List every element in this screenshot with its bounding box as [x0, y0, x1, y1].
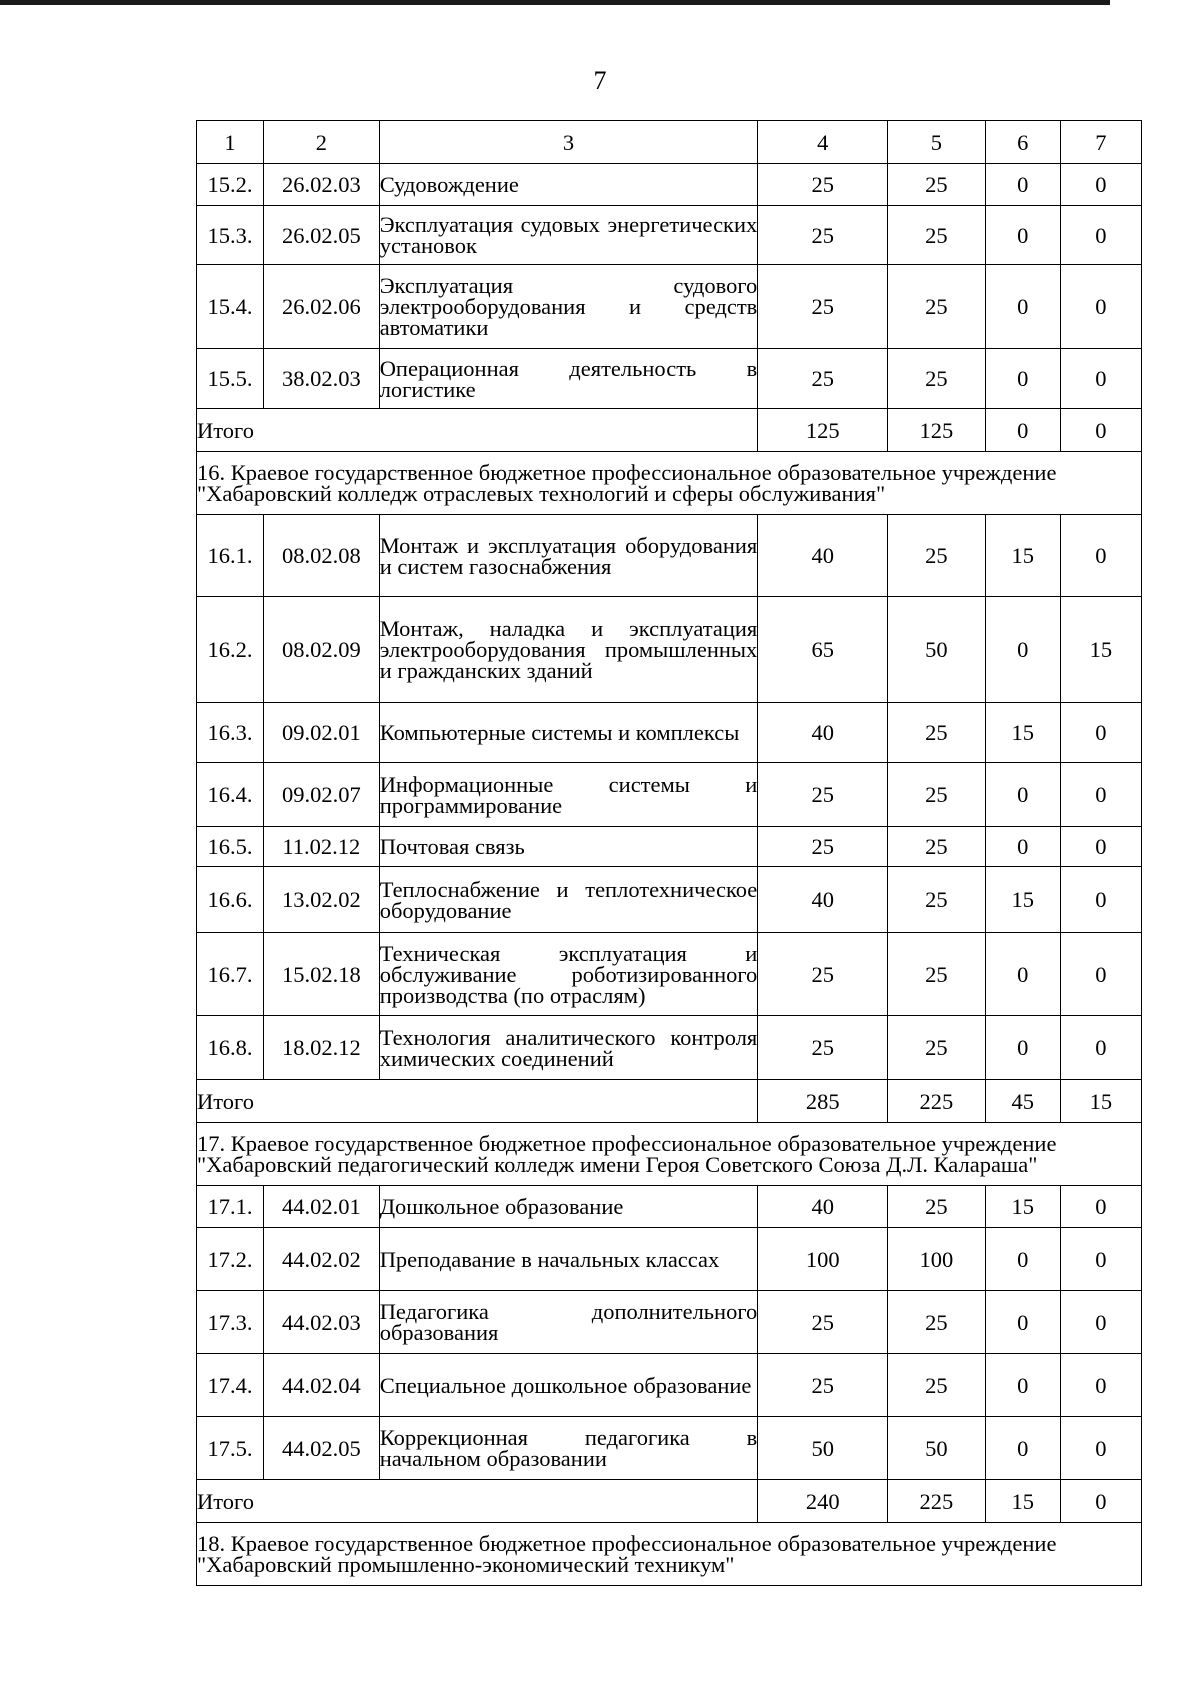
value-col-5: 25: [888, 515, 985, 597]
specialty-name: Техническая эксплуатация и обслуживание роботизированного производства (по отраслям): [379, 933, 758, 1016]
value-col-4: 50: [758, 1417, 888, 1480]
total-col-7: 0: [1060, 409, 1141, 452]
table-row: [197, 597, 1142, 703]
specialty-code: 13.02.02: [263, 867, 379, 933]
value-col-4: 25: [758, 206, 888, 265]
specialty-name: Педагогика дополнительного образования: [379, 1291, 758, 1354]
value-col-6: 15: [985, 515, 1060, 597]
institution-name: [197, 1523, 1142, 1586]
total-row: [197, 409, 1142, 452]
value-col-6: 0: [985, 1417, 1060, 1480]
row-number: 17.4.: [197, 1354, 264, 1417]
table-row: [197, 827, 1142, 867]
total-row: [197, 1480, 1142, 1523]
value-col-6: 0: [985, 827, 1060, 867]
total-col-7: 15: [1060, 1080, 1141, 1123]
value-col-6: 0: [985, 1016, 1060, 1080]
value-col-5: 25: [888, 1016, 985, 1080]
value-col-4: 25: [758, 1354, 888, 1417]
specialty-code: 09.02.01: [263, 703, 379, 763]
value-col-6: 0: [985, 349, 1060, 409]
value-col-4: 25: [758, 1291, 888, 1354]
institution-name-line-1: 16. Краевое государственное бюджетное профессиональное образовательное учреждение: [197, 460, 1057, 485]
specialty-name: Теплоснабжение и теплотехническое оборудование: [379, 867, 758, 933]
specialty-name: Технология аналитического контроля химических соединений: [379, 1016, 758, 1080]
header-cell-2: 2: [263, 121, 379, 164]
table-row: [197, 515, 1142, 597]
value-col-5: 25: [888, 933, 985, 1016]
value-col-5: 25: [888, 164, 985, 206]
specialty-code: 11.02.12: [263, 827, 379, 867]
value-col-7: 0: [1060, 1354, 1141, 1417]
value-col-5: 25: [888, 206, 985, 265]
value-col-4: 25: [758, 763, 888, 827]
specialty-code: 26.02.06: [263, 265, 379, 349]
value-col-7: 0: [1060, 867, 1141, 933]
row-number: 16.4.: [197, 763, 264, 827]
specialty-name: Эксплуатация судового электрооборудования и средств автоматики: [379, 265, 758, 349]
row-number: 15.3.: [197, 206, 264, 265]
table-row: [197, 1354, 1142, 1417]
specialty-code: 44.02.03: [263, 1291, 379, 1354]
value-col-6: 0: [985, 1291, 1060, 1354]
value-col-7: 0: [1060, 164, 1141, 206]
value-col-5: 25: [888, 1291, 985, 1354]
row-number: 17.1.: [197, 1186, 264, 1228]
specialty-name: Судовождение: [379, 164, 758, 206]
value-col-4: 40: [758, 703, 888, 763]
value-col-4: 100: [758, 1228, 888, 1291]
total-col-4: 125: [758, 409, 888, 452]
value-col-4: 65: [758, 597, 888, 703]
value-col-5: 25: [888, 703, 985, 763]
value-col-6: 0: [985, 164, 1060, 206]
institution-name-line-2: "Хабаровский колледж отраслевых технологий и сферы обслуживания": [197, 481, 886, 506]
institution-name-line-1: 18. Краевое государственное бюджетное профессиональное образовательное учреждение: [197, 1531, 1057, 1556]
table-row: [197, 1186, 1142, 1228]
section-header-row: [197, 1123, 1142, 1186]
total-col-4: 285: [758, 1080, 888, 1123]
value-col-4: 25: [758, 1016, 888, 1080]
value-col-5: 25: [888, 1186, 985, 1228]
specialty-name: Эксплуатация судовых энергетических установок: [379, 206, 758, 265]
specialty-code: 44.02.04: [263, 1354, 379, 1417]
total-col-6: 15: [985, 1480, 1060, 1523]
value-col-4: 25: [758, 164, 888, 206]
value-col-7: 0: [1060, 827, 1141, 867]
value-col-6: 0: [985, 1228, 1060, 1291]
value-col-6: 0: [985, 763, 1060, 827]
specialty-name: Почтовая связь: [379, 827, 758, 867]
specialty-name: Монтаж и эксплуатация оборудования и систем газоснабжения: [379, 515, 758, 597]
value-col-4: 40: [758, 515, 888, 597]
specialty-code: 26.02.03: [263, 164, 379, 206]
header-cell-6: 6: [985, 121, 1060, 164]
value-col-5: 50: [888, 1417, 985, 1480]
value-col-5: 25: [888, 349, 985, 409]
row-number: 15.4.: [197, 265, 264, 349]
value-col-6: 0: [985, 1354, 1060, 1417]
total-col-4: 240: [758, 1480, 888, 1523]
specialty-code: 08.02.08: [263, 515, 379, 597]
total-label: Итого: [197, 1080, 758, 1123]
table-body: [197, 121, 1142, 1586]
institution-name: [197, 1123, 1142, 1186]
institution-name-line-2: "Хабаровский педагогический колледж имени Героя Советского Союза Д.Л. Калараша": [197, 1152, 1038, 1177]
institution-name-line-1: 17. Краевое государственное бюджетное профессиональное образовательное учреждение: [197, 1131, 1057, 1156]
value-col-5: 25: [888, 265, 985, 349]
header-cell-1: 1: [197, 121, 264, 164]
specialty-code: 09.02.07: [263, 763, 379, 827]
row-number: 15.5.: [197, 349, 264, 409]
specialty-code: 18.02.12: [263, 1016, 379, 1080]
value-col-4: 25: [758, 933, 888, 1016]
value-col-5: 25: [888, 827, 985, 867]
value-col-7: 0: [1060, 1291, 1141, 1354]
total-col-6: 45: [985, 1080, 1060, 1123]
page-number: 7: [593, 66, 607, 95]
table-row: [197, 1291, 1142, 1354]
table-header-row: [197, 121, 1142, 164]
row-number: 17.2.: [197, 1228, 264, 1291]
row-number: 17.5.: [197, 1417, 264, 1480]
table-row: [197, 206, 1142, 265]
value-col-6: 0: [985, 933, 1060, 1016]
value-col-6: 0: [985, 265, 1060, 349]
value-col-4: 40: [758, 1186, 888, 1228]
value-col-6: 15: [985, 1186, 1060, 1228]
value-col-7: 0: [1060, 1016, 1141, 1080]
specialty-code: 26.02.05: [263, 206, 379, 265]
value-col-4: 40: [758, 867, 888, 933]
table-row: [197, 933, 1142, 1016]
value-col-7: 0: [1060, 206, 1141, 265]
value-col-7: 0: [1060, 1417, 1141, 1480]
specialty-code: 08.02.09: [263, 597, 379, 703]
value-col-4: 25: [758, 827, 888, 867]
table-row: [197, 703, 1142, 763]
header-cell-4: 4: [758, 121, 888, 164]
total-row: [197, 1080, 1142, 1123]
value-col-7: 0: [1060, 933, 1141, 1016]
header-cell-3: 3: [379, 121, 758, 164]
table-row: [197, 763, 1142, 827]
row-number: 16.5.: [197, 827, 264, 867]
table-row: [197, 1417, 1142, 1480]
value-col-5: 25: [888, 867, 985, 933]
value-col-7: 0: [1060, 265, 1141, 349]
row-number: 16.6.: [197, 867, 264, 933]
specialty-code: 15.02.18: [263, 933, 379, 1016]
institution-name: [197, 452, 1142, 515]
value-col-7: 0: [1060, 1186, 1141, 1228]
value-col-7: 0: [1060, 515, 1141, 597]
value-col-7: 0: [1060, 763, 1141, 827]
total-col-5: 125: [888, 409, 985, 452]
specialty-name: Монтаж, наладка и эксплуатация электрооборудования промышленных и гражданских зданий: [379, 597, 758, 703]
value-col-4: 25: [758, 265, 888, 349]
specialty-code: 44.02.05: [263, 1417, 379, 1480]
row-number: 17.3.: [197, 1291, 264, 1354]
specialty-name: Компьютерные системы и комплексы: [379, 703, 758, 763]
value-col-5: 100: [888, 1228, 985, 1291]
specialty-name: Информационные системы и программирование: [379, 763, 758, 827]
section-header-row: [197, 452, 1142, 515]
specialty-name: Преподавание в начальных классах: [379, 1228, 758, 1291]
total-col-6: 0: [985, 409, 1060, 452]
value-col-5: 25: [888, 1354, 985, 1417]
value-col-7: 0: [1060, 349, 1141, 409]
table-row: [197, 1228, 1142, 1291]
header-cell-7: 7: [1060, 121, 1141, 164]
specialty-name: Дошкольное образование: [379, 1186, 758, 1228]
scan-edge-gap: [1110, 0, 1200, 9]
scan-edge-line: [0, 0, 1200, 5]
specialty-code: 38.02.03: [263, 349, 379, 409]
value-col-5: 25: [888, 763, 985, 827]
table-row: [197, 867, 1142, 933]
row-number: 16.7.: [197, 933, 264, 1016]
value-col-6: 0: [985, 597, 1060, 703]
row-number: 15.2.: [197, 164, 264, 206]
admission-plan-table: [196, 120, 1142, 1586]
table-row: [197, 1016, 1142, 1080]
section-header-row: [197, 1523, 1142, 1586]
total-col-5: 225: [888, 1480, 985, 1523]
header-cell-5: 5: [888, 121, 985, 164]
specialty-name: Операционная деятельность в логистике: [379, 349, 758, 409]
specialty-name: Коррекционная педагогика в начальном образовании: [379, 1417, 758, 1480]
value-col-7: 0: [1060, 1228, 1141, 1291]
specialty-code: 44.02.02: [263, 1228, 379, 1291]
total-col-7: 0: [1060, 1480, 1141, 1523]
table-row: [197, 164, 1142, 206]
value-col-6: 15: [985, 867, 1060, 933]
value-col-5: 50: [888, 597, 985, 703]
row-number: 16.2.: [197, 597, 264, 703]
institution-name-line-2: "Хабаровский промышленно-экономический техникум": [197, 1552, 735, 1577]
total-label: Итого: [197, 409, 758, 452]
total-col-5: 225: [888, 1080, 985, 1123]
table-row: [197, 349, 1142, 409]
row-number: 16.1.: [197, 515, 264, 597]
specialty-code: 44.02.01: [263, 1186, 379, 1228]
value-col-4: 25: [758, 349, 888, 409]
specialty-name: Специальное дошкольное образование: [379, 1354, 758, 1417]
value-col-7: 0: [1060, 703, 1141, 763]
value-col-7: 15: [1060, 597, 1141, 703]
row-number: 16.8.: [197, 1016, 264, 1080]
total-label: Итого: [197, 1480, 758, 1523]
value-col-6: 15: [985, 703, 1060, 763]
table-row: [197, 265, 1142, 349]
row-number: 16.3.: [197, 703, 264, 763]
value-col-6: 0: [985, 206, 1060, 265]
